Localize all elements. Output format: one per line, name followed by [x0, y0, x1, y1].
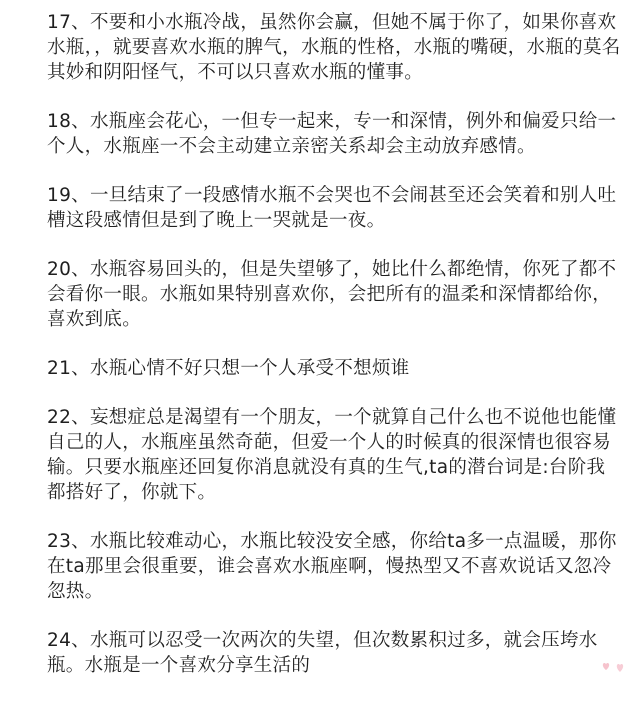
paragraph-20: 20、水瓶容易回头的，但是失望够了，她比什么都绝情，你死了都不会看你一眼。水瓶如果特别喜欢你，会把所有的温柔和深情都给你，喜欢到底。 [47, 259, 617, 330]
paragraph-22: 22、妄想症总是渴望有一个朋友，一个就算自己什么也不说他也能懂自己的人，水瓶座虽然奇葩，但爱一个人的时候真的很深情也很容易输。只要水瓶座还回复你消息就没有真的生气,ta的潜台词是:台阶我都搭好了，你就下。 [47, 407, 617, 503]
paragraph-19: 19、一旦结束了一段感情水瓶不会哭也不会闹甚至还会笑着和别人吐槽这段感情但是到了晚上一哭就是一夜。 [47, 185, 617, 231]
paragraph-24: 24、水瓶可以忍受一次两次的失望，但次数累积过多，就会压垮水瓶。水瓶是一个喜欢分享生活的 [47, 630, 598, 676]
heart-icon [602, 662, 630, 674]
paragraph-18: 18、水瓶座会花心，一但专一起来，专一和深情，例外和偏爱只给一个人，水瓶座一不会主动建立亲密关系却会主动放弃感情。 [47, 111, 617, 157]
article-body [47, 10, 622, 702]
paragraph-17: 17、不要和小水瓶冷战，虽然你会赢，但她不属于你了，如果你喜欢水瓶，，就要喜欢水瓶的脾气，水瓶的性格，水瓶的嘴硬，水瓶的莫名其妙和阴阳怪气，不可以只喜欢水瓶的懂事。 [47, 12, 621, 83]
paragraph-21: 21、水瓶心情不好只想一个人承受不想烦谁 [47, 358, 410, 379]
paragraph-23: 23、水瓶比较难动心，水瓶比较没安全感，你给ta多一点温暖，那你在ta那里会很重要，谁会喜欢水瓶座啊，慢热型又不喜欢说话又忽冷忽热。 [47, 531, 617, 602]
